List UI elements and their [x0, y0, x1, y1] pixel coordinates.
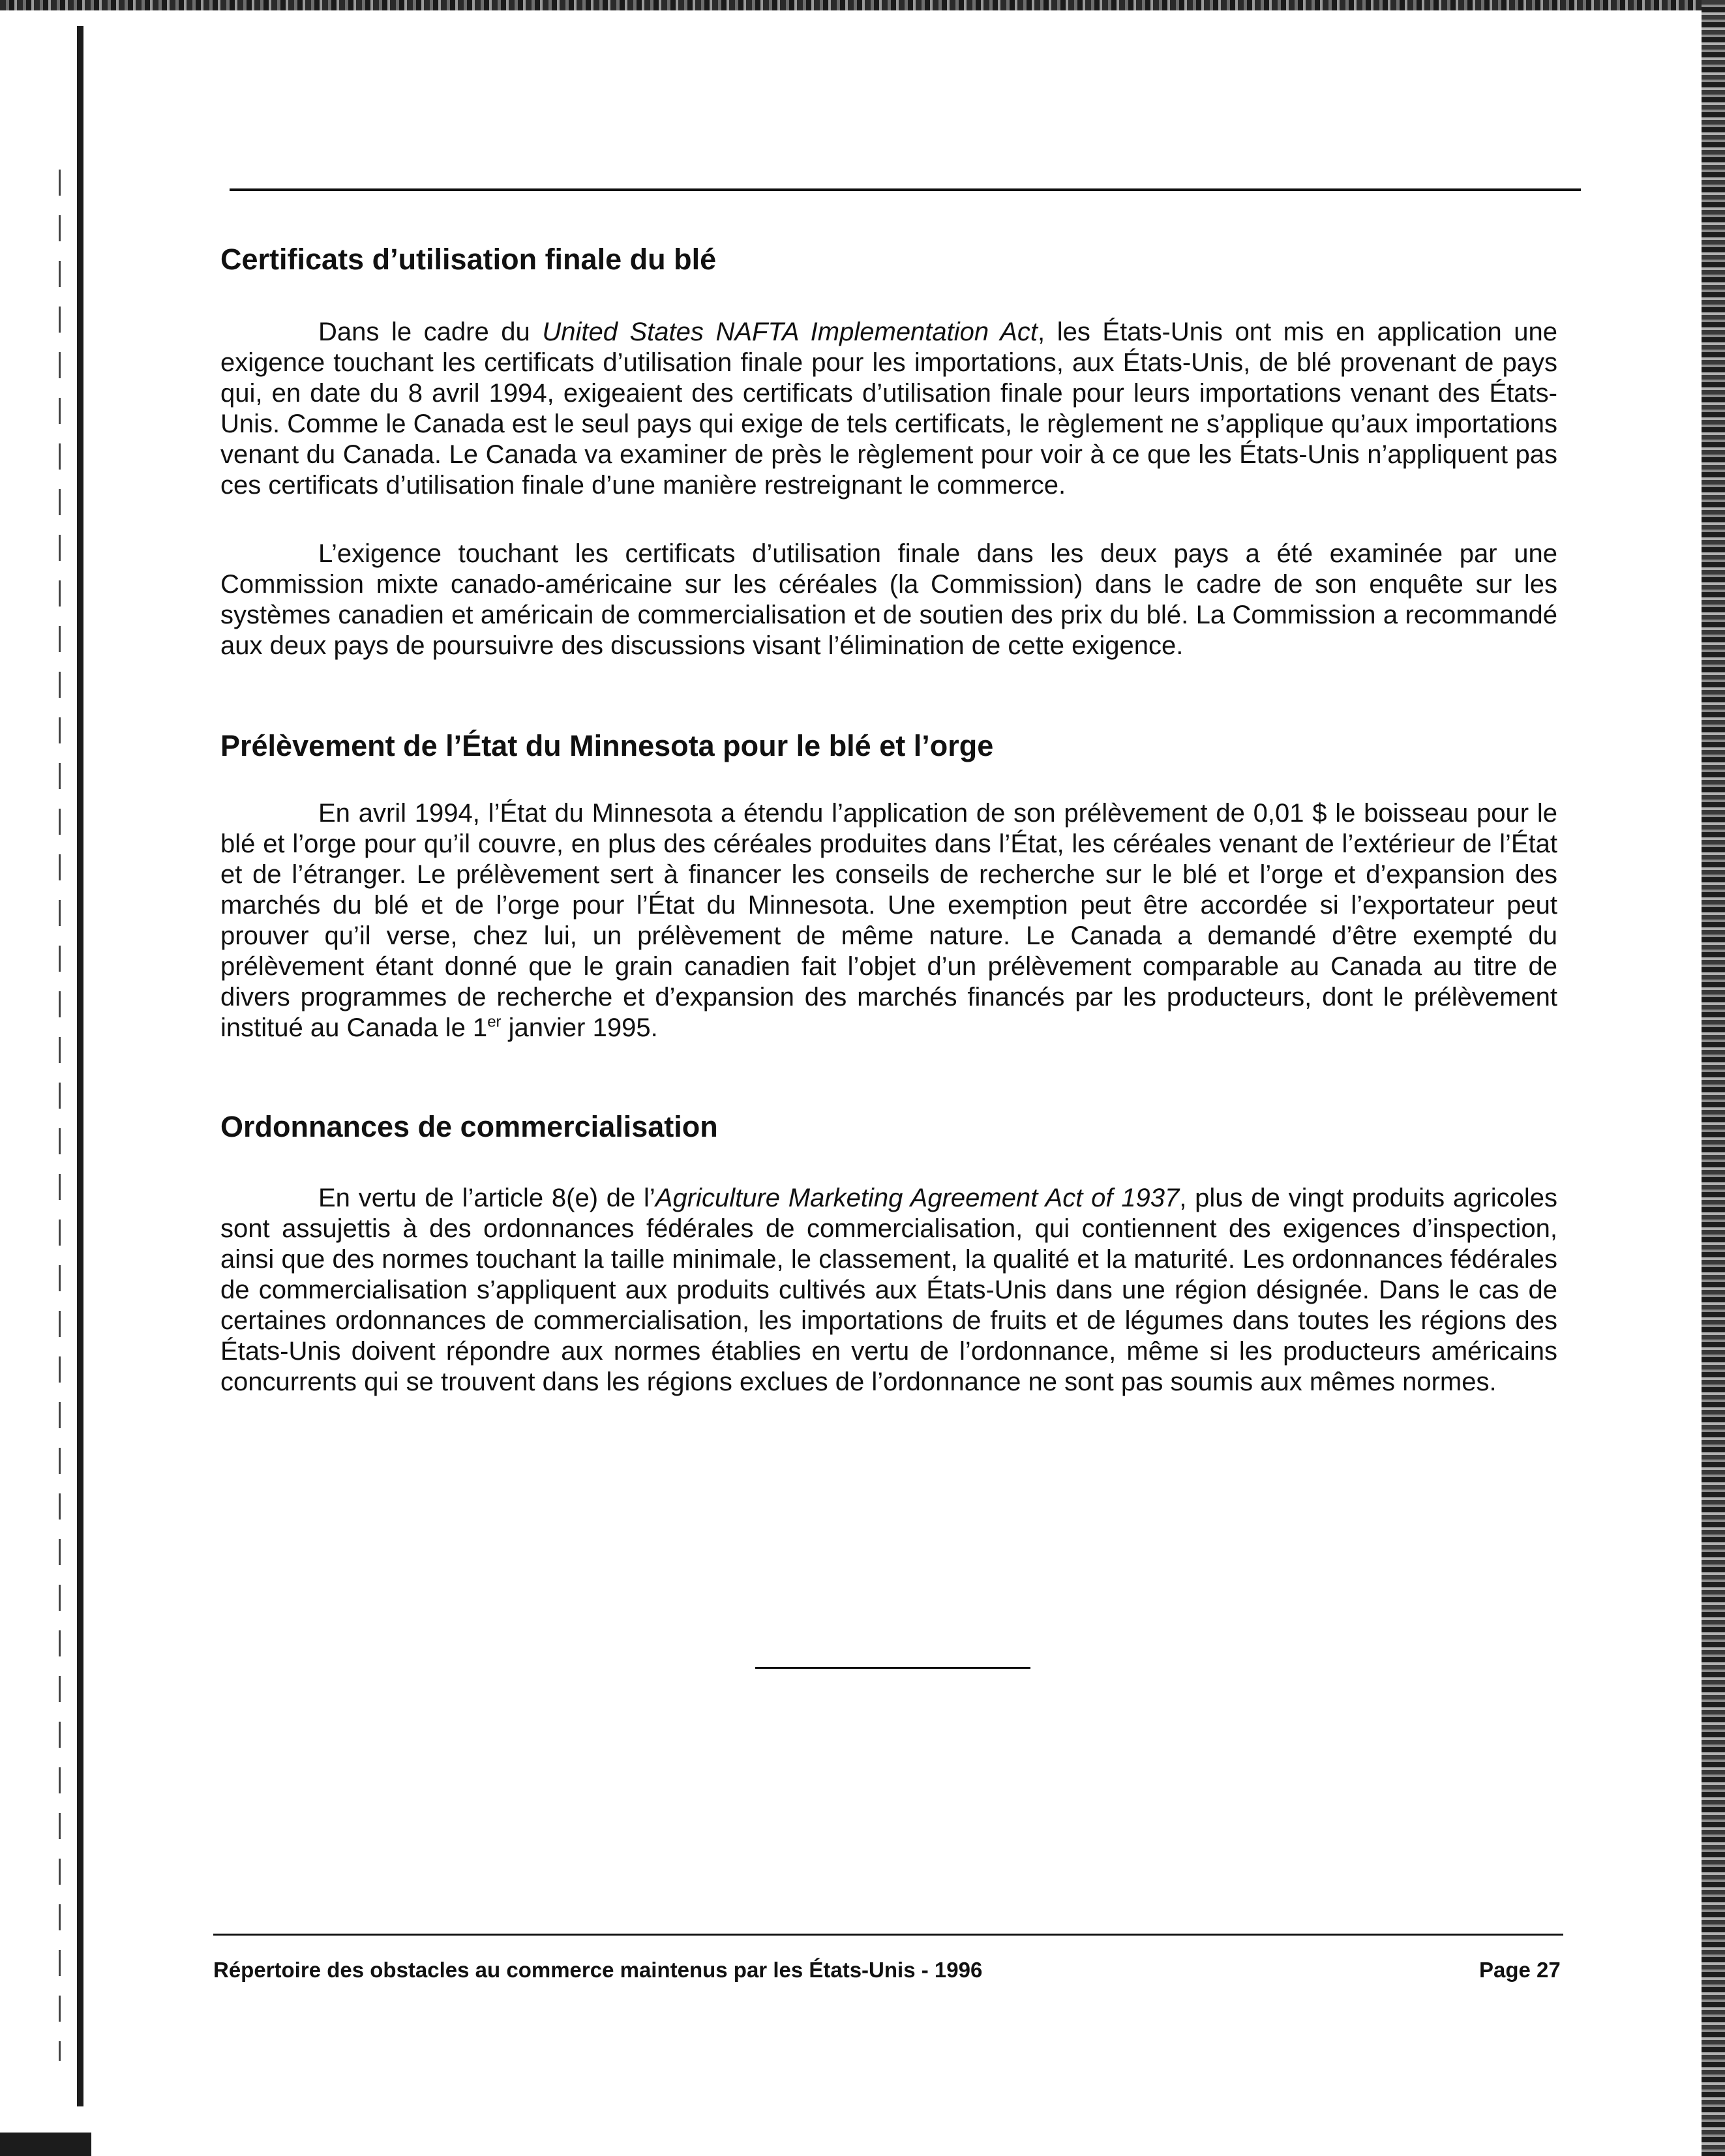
scan-edge-top	[0, 0, 1725, 10]
text-run: janvier 1995.	[501, 1013, 658, 1042]
text-run: En avril 1994, l’État du Minnesota a étendu l’application de son prélèvement de 0,01 $ le boisseau pour le blé et l’orge pour qu’il couvre, en plus des céréales produites dans l’État, les céréales venant de l’extérieur de l’État et de l’étranger. Le prélèvement sert à financer les conseils de recherche sur le blé et l’orge et d’expansion des marchés du blé et de l’orge pour l’État du Minnesota. Une exemption peut être accordée si l’exportateur peut prouver qu’il verse, chez lui, un prélèvement de même nature. Le Canada a demandé d’être exempté du prélèvement étant donné que le grain canadien fait l’objet d’un prélèvement comparable au Canada au titre de divers programmes de recherche et d’expansion des marchés financés par les producteurs, dont le prélèvement institué au Canada le 1	[220, 799, 1557, 1042]
section-heading-minnesota: Prélèvement de l’État du Minnesota pour le blé et l’orge	[220, 729, 994, 762]
paragraph-certificats-1	[220, 317, 1557, 501]
text-run: , les États-Unis ont mis en application une exigence touchant les certificats d’utilisation finale pour les importations, aux États-Unis, de blé provenant de pays qui, en date du 8 avril 1994, exigeaient des certificats d’utilisation finale pour leurs importations venant des États-Unis. Comme le Canada est le seul pays qui exige de tels certificats, le règlement ne s’applique qu’aux importations venant du Canada. Le Canada va examiner de près le règlement pour voir à ce que les États-Unis n’appliquent pas ces certificats d’utilisation finale d’une manière restreignant le commerce.	[220, 318, 1557, 500]
section-heading-ordonnances: Ordonnances de commercialisation	[220, 1110, 718, 1143]
scan-corner-bottom-left	[0, 2133, 91, 2156]
scan-edge-left-inner	[59, 170, 61, 2061]
page-content	[220, 241, 1557, 1398]
header-rule	[230, 188, 1581, 191]
footer-document-title: Répertoire des obstacles au commerce maintenus par les États-Unis - 1996	[213, 1958, 983, 1982]
text-run: Dans le cadre du	[318, 318, 543, 346]
section-heading-certificats: Certificats d’utilisation finale du blé	[220, 243, 717, 276]
paragraph-minnesota	[220, 798, 1557, 1043]
ordinal-superscript: er	[487, 1013, 502, 1031]
act-title: Agriculture Marketing Agreement Act of 1937	[655, 1184, 1180, 1212]
footer-rule	[213, 1934, 1563, 1936]
text-run: En vertu de l’article 8(e) de l’	[318, 1184, 655, 1212]
paragraph-certificats-2: L’exigence touchant les certificats d’utilisation finale dans les deux pays a été examinée par une Commission mixte canado-américaine sur les céréales (la Commission) dans le cadre de son enquête sur les systèmes canadien et américain de commercialisation et de soutien des prix du blé. La Commission a recommandé aux deux pays de poursuivre des discussions visant l’élimination de cette exigence.	[220, 539, 1557, 660]
text-run: , plus de vingt produits agricoles sont assujettis à des ordonnances fédérales de commercialisation, qui contiennent des exigences d’inspection, ainsi que des normes touchant la taille minimale, le classement, la qualité et la maturité. Les ordonnances fédérales de commercialisation s’appliquent aux produits cultivés aux États-Unis dans une région désignée. Dans le cas de certaines ordonnances de commercialisation, les importations de fruits et de légumes dans toutes les régions des États-Unis doivent répondre aux normes établies en vertu de l’ordonnance, même si les producteurs américains concurrents qui se trouvent dans les régions exclues de l’ordonnance ne sont pas soumis aux mêmes normes.	[220, 1184, 1557, 1396]
paragraph-ordonnances	[220, 1183, 1557, 1398]
footer-page-number: Page 27	[1479, 1958, 1561, 1982]
scan-edge-right	[1702, 0, 1725, 2156]
scan-edge-left	[77, 26, 83, 2106]
act-title: United States NAFTA Implementation Act	[542, 318, 1038, 346]
section-end-rule	[755, 1667, 1030, 1669]
